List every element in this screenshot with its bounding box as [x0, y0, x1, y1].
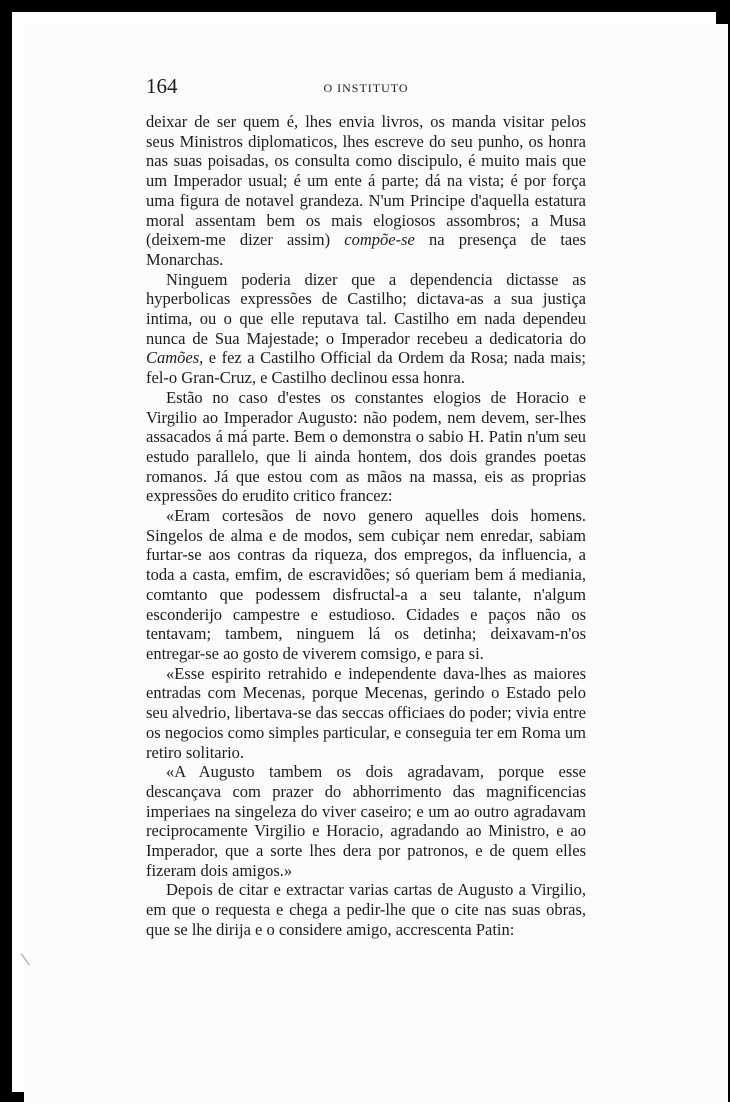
page-number: 164 [146, 74, 178, 98]
quote-paragraph-1: «Eram cortesãos de novo genero aquelles dois homens. Singelos de alma e de modos, sem cubiçar nem enredar, sabiam furtar-se aos contras da riqueza, dos empregos, da influencia, a toda a casta, emfim, de escravidões; só queriam bem á mediania, comtanto que podessem disfructal-a a seu talante, n'algum esconderijo campestre e estudioso. Cidades e paços não os tentavam; tambem, ninguem lá os detinha; deixavam-n'os entregar-se ao gosto de viverem comsigo, e para si. [146, 506, 586, 663]
italic-phrase: Camões, [146, 348, 204, 368]
paragraph-1: deixar de ser quem é, lhes envia livros, os manda visitar pelos seus Ministros diplomaticos, lhes escreve do seu punho, os honra nas suas poisadas, os consulta como discipulo, é muito mais que um Imperador usual; é um ente á parte; dá na vista; é por força uma figura de notavel grandeza. N'um Principe d'aquella estatura moral assentam bem os mais elogiosos assombros; a Musa (deixem-me dizer assim) compõe-se na presença de taes Monarchas. [146, 112, 586, 269]
italic-phrase: compõe-se [344, 230, 415, 250]
quote-paragraph-2: «Esse espirito retrahido e independente dava-lhes as maiores entradas com Mecenas, porque Mecenas, gerindo o Estado pelo seu alvedrio, libertava-se das seccas officiaes do poder; vivia entre os negocios como simples particular, e conseguia ter em Roma um retiro solitario. [146, 663, 586, 762]
paragraph-2: Ninguem poderia dizer que a dependencia dictasse as hyperbolicas expressões de Castilho; dictava-as a sua justiça intima, ou o que elle reputava tal. Castilho em nada dependeu nunca de Sua Majestade; o Imperador recebeu a dedicatoria do Camões, e fez a Castilho Official da Ordem da Rosa; nada mais; fel-o Gran-Cruz, e Castilho declinou essa honra. [146, 269, 586, 388]
quote-paragraph-3: «A Augusto tambem os dois agradavam, porque esse descançava com prazer do abhorrimento das magnificencias imperiaes na singeleza do viver caseiro; e um ao outro agradavam reciprocamente Virgilio e Horacio, agradando ao Ministro, e ao Imperador, que a sorte lhes dera por patronos, e de quem elles fizeram dois amigos.» [146, 762, 586, 880]
page-header [146, 74, 586, 104]
body-text [146, 112, 586, 940]
paragraph-closing: Depois de citar e extractar varias cartas de Augusto a Virgilio, em que o requesta e chega a pedir-lhe que o cite nas suas obras, que se lhe dirija e o considere amigo, accrescenta Patin: [146, 880, 586, 939]
running-title: O INSTITUTO [323, 81, 409, 95]
paragraph-3: Estão no caso d'estes os constantes elogios de Horacio e Virgilio ao Imperador Augusto: não podem, nem devem, ser-lhes assacados á má parte. Bem o demonstra o sabio H. Patin n'um seu estudo parallelo, que li ainda hontem, dos dois grandes poetas romanos. Já que estou com as mãos na massa, eis as proprias expressões do erudito critico francez: [146, 387, 586, 506]
